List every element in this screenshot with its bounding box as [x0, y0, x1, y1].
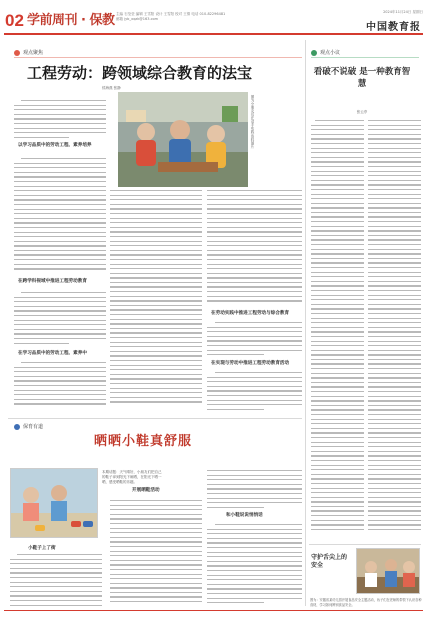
main-col2-text [110, 190, 202, 412]
sidebar-section-tag [311, 49, 340, 56]
main-col1-para4 [14, 362, 106, 410]
section-title: 学前周刊 · 保教 [27, 13, 115, 28]
main-col1-para2 [14, 158, 106, 276]
secondary-col3-para1 [207, 470, 302, 510]
secondary-col2-text [110, 500, 202, 606]
main-photo-caption: 图为小朋友们在动手实践 资料图片 [251, 95, 255, 149]
tag-dot-icon [14, 50, 20, 56]
secondary-subhead-3: 和小鞋说说悄悄话 [226, 513, 263, 518]
main-headline: 工程劳动：跨领域综合教育的法宝 [27, 64, 253, 82]
secondary-subhead-1: 小鞋子上了街 [28, 546, 56, 551]
shoes-drying-image [11, 469, 98, 538]
secondary-photo-caption: 本期话题：天气晴好，小朋友们把自己的鞋子拿到阳光下晾晒，在阳光下晒一晒，感受晒鞋的乐趣。 [102, 470, 162, 484]
column-divider [305, 40, 306, 606]
main-subhead-2: 在跨学科视域中推进工程劳动教育 [18, 279, 87, 284]
main-subhead-1: 以学习品质中的劳动工程、素养培养 [18, 143, 92, 148]
main-byline: 侯海燕 张静 [102, 86, 121, 90]
children-activity-image [118, 92, 248, 187]
page-header [4, 10, 423, 34]
issue-date: 2024年11月24日 星期日 [383, 10, 423, 14]
sidebar-tag-rule [311, 57, 419, 58]
secondary-photo [10, 468, 98, 538]
main-col3-para1 [207, 190, 302, 308]
newspaper-masthead: 中国教育报 [366, 22, 421, 33]
main-tag-rule [14, 57, 302, 58]
main-col3-para2 [207, 322, 302, 358]
main-subhead-4: 在劳动实践中推进工程劳动与综合教育 [211, 311, 290, 316]
food-safety-image [357, 549, 420, 594]
secondary-col3-para2 [207, 524, 302, 606]
secondary-headline: 晒晒小鞋真舒服 [94, 434, 193, 449]
main-section-tag [14, 49, 43, 56]
secondary-col1-text [10, 554, 102, 617]
sidebar-author: 张云亭 [356, 110, 368, 114]
corner-caption: 图为：安徽省某幼儿园开展食品安全主题活动，孩子们在老师的带领下认识各种食材，学习如何辨别食品安全。 [310, 598, 422, 607]
tag-dot-icon [311, 50, 317, 56]
main-col1-para1 [14, 100, 106, 142]
main-col1-para3 [14, 292, 106, 348]
sidebar-title: 看破不说破 是一种教育智慧 [313, 67, 411, 89]
main-subhead-3: 在学习品质中的劳动工程、素养中 [18, 351, 87, 356]
corner-title: 守护舌尖上的安全 [311, 554, 348, 569]
sidebar-bottom-rule [309, 544, 421, 545]
main-photo [118, 92, 248, 187]
footer-rule [4, 610, 423, 611]
sidebar-col2-text [368, 120, 421, 540]
secondary-section-tag [14, 423, 43, 430]
sidebar-section-tag-label: 观点小议 [320, 50, 341, 56]
corner-photo [356, 548, 420, 594]
secondary-section-tag-label: 保育有道 [23, 424, 44, 430]
main-col3-para3 [207, 372, 302, 414]
page-number: 02 [5, 11, 24, 30]
tag-dot-icon [14, 424, 20, 430]
main-section-tag-label: 观点聚焦 [23, 50, 44, 56]
editor-credits: 主编 石莹莹 编辑 王雪阳 设计 王雪阳 校对 王倩 电话 010-82296481 邮箱 jyb_xqzk@163.com [116, 12, 226, 21]
main-subhead-5: 在实现与劳动中推进工程劳动教育活动 [211, 361, 290, 366]
sidebar-col1-text [311, 120, 364, 540]
section-break-rule [8, 418, 302, 419]
header-rule [4, 33, 423, 35]
secondary-subhead-2: 开展晒鞋活动 [132, 488, 160, 493]
